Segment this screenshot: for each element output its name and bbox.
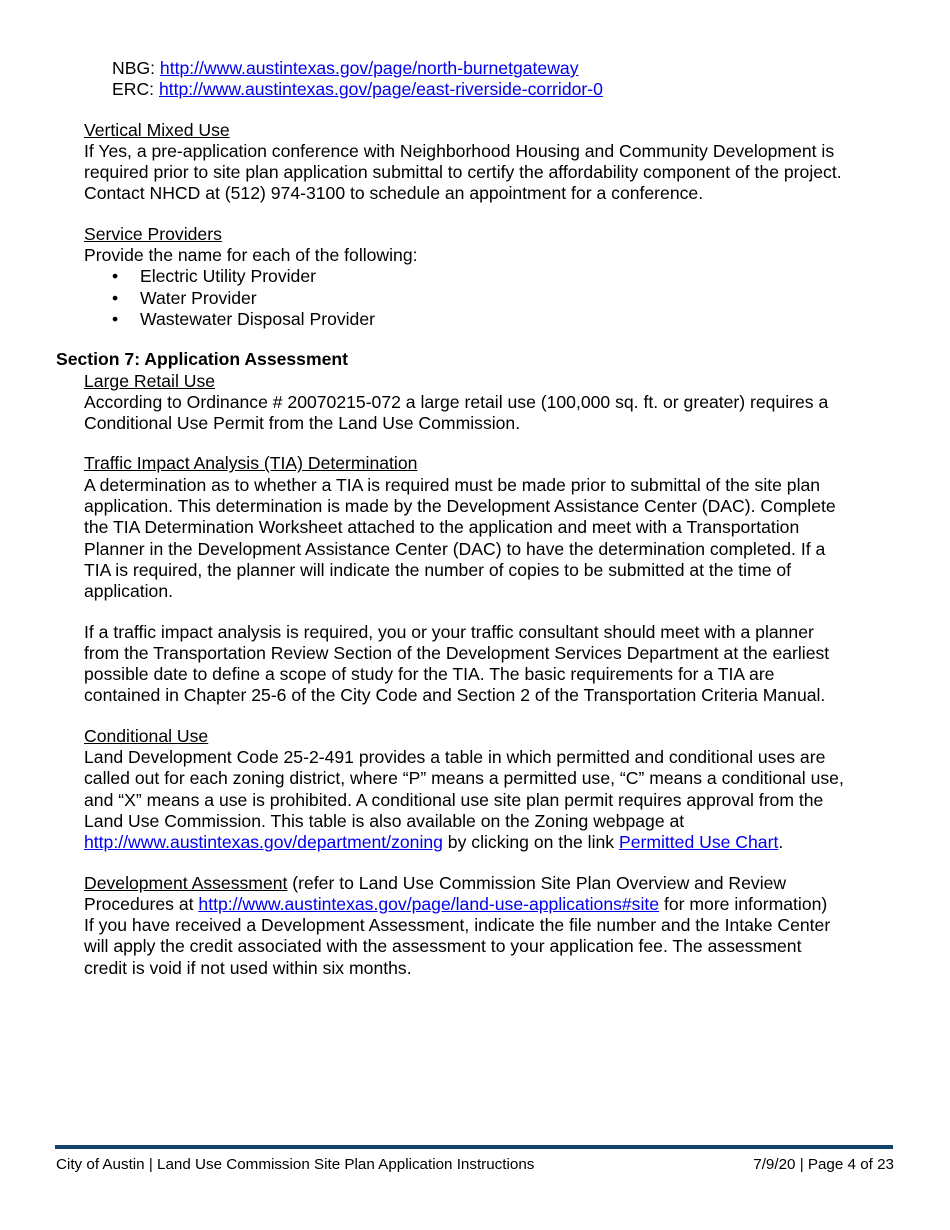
cu-line-4: Land Use Commission. This table is also available on the Zoning webpage at [84, 810, 685, 831]
tia2-line-3: possible date to define a scope of study for the TIA. The basic requirements for a TIA are [84, 664, 775, 685]
service-providers-heading: Service Providers [84, 223, 222, 244]
tia2-line-2: from the Transportation Review Section of the Development Services Department at the earliest [84, 642, 830, 663]
cu-line-2: called out for each zoning district, where “P” means a permitted use, “C” means a conditional use, [84, 768, 844, 789]
tia-line-3: the TIA Determination Worksheet attached to the application and meet with a Transportation [84, 517, 800, 538]
list-item: • Water Provider [112, 287, 257, 308]
da-line-2 [84, 894, 904, 915]
footer-divider [55, 1145, 893, 1149]
large-retail-line-2: Conditional Use Permit from the Land Use Commission. [84, 413, 521, 434]
da-line-5: credit is void if not used within six months. [84, 957, 412, 978]
permitted-use-chart-link[interactable]: Permitted Use Chart [618, 832, 779, 853]
zoning-link[interactable]: http://www.austintexas.gov/department/zoning [84, 832, 443, 853]
service-providers-list [84, 266, 904, 330]
area-links [84, 58, 904, 101]
bullet-icon: • [112, 266, 119, 287]
nbg-link[interactable]: http://www.austintexas.gov/page/north-burnetgateway [159, 58, 579, 78]
document-body [56, 58, 904, 979]
tia2-line-4: contained in Chapter 25-6 of the City Code and Section 2 of the Transportation Criteria Manual. [84, 685, 826, 706]
tia-line-1: A determination as to whether a TIA is required must be made prior to submittal of the site plan [84, 474, 821, 495]
erc-link[interactable]: http://www.austintexas.gov/page/east-riverside-corridor-0 [158, 79, 603, 100]
erc-label: ERC: [112, 79, 155, 100]
da-line2-suffix: for more information) [659, 893, 828, 914]
conditional-use-block [84, 726, 904, 854]
bullet-icon: • [112, 308, 119, 329]
bullet-icon: • [112, 287, 119, 308]
nbg-line [112, 58, 904, 79]
list-item: • Wastewater Disposal Provider [112, 308, 375, 329]
section-7-heading: Section 7: Application Assessment [56, 349, 348, 370]
da-line-4: will apply the credit associated with the assessment to your application fee. The assessment [84, 936, 802, 957]
conditional-use-heading: Conditional Use [84, 725, 209, 746]
footer-title: City of Austin | Land Use Commission Site Plan Application Instructions [56, 1156, 535, 1173]
tia-line-5: TIA is required, the planner will indicate the number of copies to be submitted at the time of [84, 559, 792, 580]
cu-end-text: . [778, 832, 784, 853]
footer-page-number: 7/9/20 | Page 4 of 23 [753, 1156, 894, 1173]
tia-block [84, 453, 904, 706]
vertical-mixed-use-block [84, 120, 904, 205]
cu-mid-text: by clicking on the link [442, 832, 619, 853]
development-assessment-block [84, 873, 904, 979]
tia-line-2: application. This determination is made by the Development Assistance Center (DAC). Complete [84, 496, 836, 517]
large-retail-heading: Large Retail Use [84, 370, 216, 391]
land-use-applications-link[interactable]: http://www.austintexas.gov/page/land-use-applications#site [198, 893, 660, 914]
da-line-1 [84, 873, 904, 894]
vertical-mixed-use-heading: Vertical Mixed Use [84, 119, 230, 140]
large-retail-line-1: According to Ordinance # 20070215-072 a large retail use (100,000 sq. ft. or greater) requires a [84, 391, 829, 412]
service-providers-intro: Provide the name for each of the following: [84, 245, 418, 266]
cu-line-3: and “X” means a use is prohibited. A conditional use site plan permit requires approval from the [84, 789, 824, 810]
tia-heading: Traffic Impact Analysis (TIA) Determination [84, 453, 418, 474]
tia2-line-1: If a traffic impact analysis is required, you or your traffic consultant should meet with a planner [84, 621, 814, 642]
tia-line-6: application. [84, 581, 174, 602]
da-heading-suffix: (refer to Land Use Commission Site Plan Overview and Review [287, 872, 787, 893]
tia-line-4: Planner in the Development Assistance Center (DAC) to have the determination completed. If a [84, 538, 826, 559]
da-line2-prefix: Procedures at [84, 893, 199, 914]
large-retail-block [84, 371, 904, 435]
vmu-line-2: required prior to site plan application submittal to certify the affordability component of the project. [84, 162, 842, 183]
vmu-line-1: If Yes, a pre-application conference with Neighborhood Housing and Community Development is [84, 140, 835, 161]
vmu-line-3: Contact NHCD at (512) 974-3100 to schedule an appointment for a conference. [84, 183, 704, 204]
cu-line-5 [84, 832, 904, 853]
cu-line-1: Land Development Code 25-2-491 provides a table in which permitted and conditional uses are [84, 747, 826, 768]
da-line-3: If you have received a Development Assessment, indicate the file number and the Intake Center [84, 915, 831, 936]
service-providers-block [84, 224, 904, 330]
nbg-label: NBG: [112, 58, 156, 78]
development-assessment-heading: Development Assessment [84, 872, 288, 893]
erc-line [112, 79, 904, 100]
list-item: • Electric Utility Provider [112, 266, 316, 287]
